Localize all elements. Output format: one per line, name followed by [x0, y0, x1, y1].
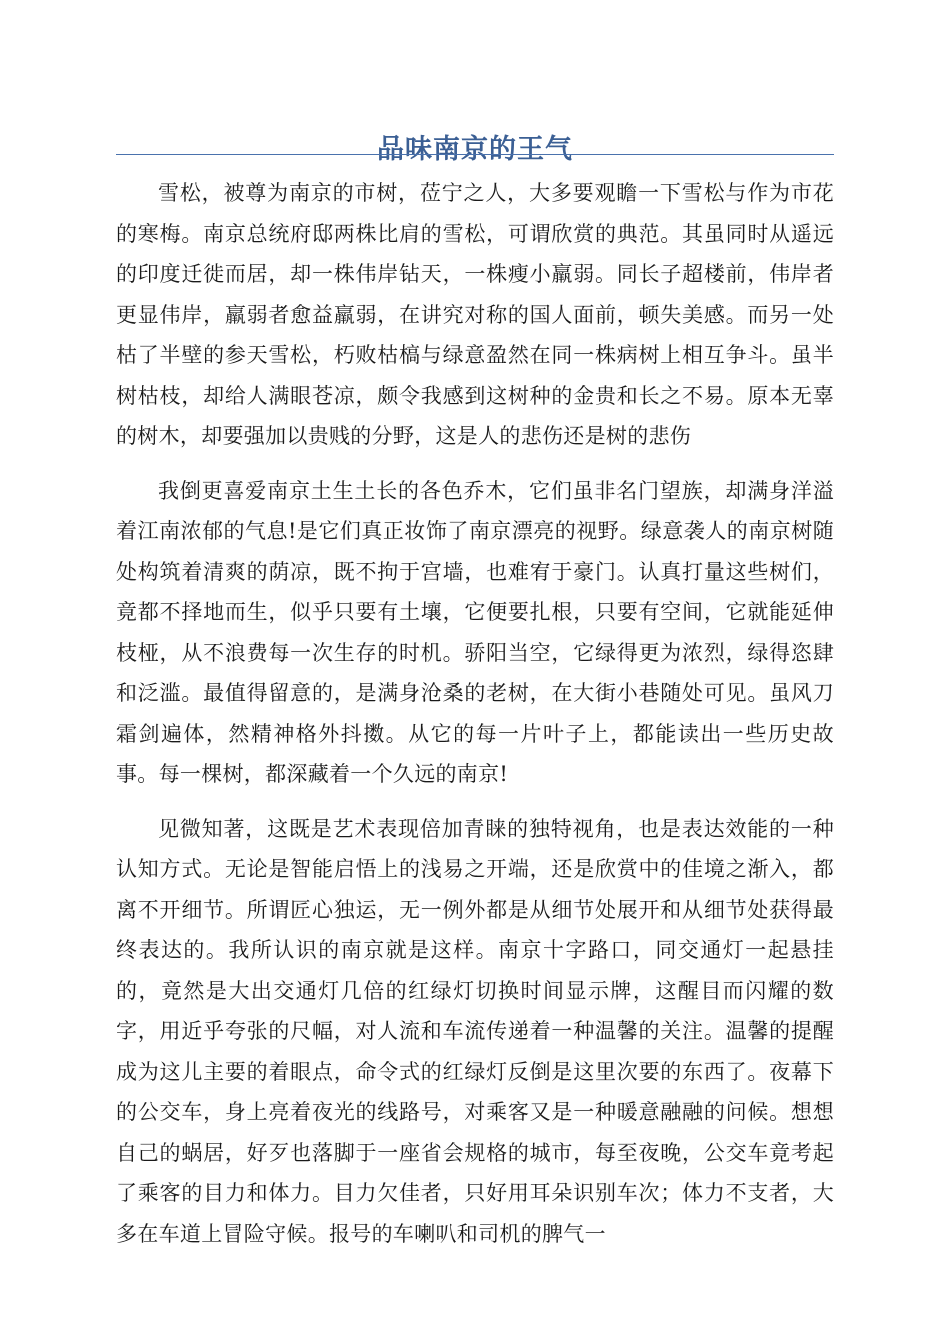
title-underline: [116, 154, 834, 155]
paragraph: 见微知著，这既是艺术表现倍加青睐的独特视角，也是表达效能的一种认知方式。无论是智能启悟上的浅易之开端，还是欣赏中的佳境之渐入，都离不开细节。所谓匠心独运，无一例外都是从细节处展开和从细节处获得最终表达的。我所认识的南京就是这样。南京十字路口，同交通灯一起悬挂的，竟然是大出交通灯几倍的红绿灯切换时间显示牌，这醒目而闪耀的数字，用近乎夸张的尺幅，对人流和车流传递着一种温馨的关注。温馨的提醒成为这儿主要的着眼点，命令式的红绿灯反倒是这里次要的东西了。夜幕下的公交车，身上亮着夜光的线路号，对乘客又是一种暖意融融的问候。想想自己的蜗居，好歹也落脚于一座省会规格的城市，每至夜晚，公交车竟考起了乘客的目力和体力。目力欠佳者，只好用耳朵识别车次；体力不支者，大多在车道上冒险守候。报号的车喇叭和司机的脾气一: [116, 816, 834, 1246]
paragraph: 我倒更喜爱南京土生土长的各色乔木，它们虽非名门望族，却满身洋溢着江南浓郁的气息!是它们真正妆饰了南京漂亮的视野。绿意袭人的南京树随处构筑着清爽的荫凉，既不拘于宫墙，也难宥于豪门。认真打量这些树们，竟都不择地而生，似乎只要有土壤，它便要扎根，只要有空间，它就能延伸枝桠，从不浪费每一次生存的时机。骄阳当空，它绿得更为浓烈，绿得恣肆和泛滥。最值得留意的，是满身沧桑的老树，在大街小巷随处可见。虽风刀霜剑遍体，然精神格外抖擞。从它的每一片叶子上，都能读出一些历史故事。每一棵树，都深藏着一个久远的南京!: [116, 478, 834, 786]
document-body: [116, 173, 834, 1268]
paragraph: 雪松，被尊为南京的市树，莅宁之人，大多要观瞻一下雪松与作为市花的寒梅。南京总统府邸两株比肩的雪松，可谓欣赏的典范。其虽同时从遥远的印度迁徙而居，却一株伟岸钻天，一株瘦小羸弱。同长子超楼前，伟岸者更显伟岸，羸弱者愈益羸弱，在讲究对称的国人面前，顿失美感。而另一处枯了半壁的参天雪松，朽败枯槁与绿意盈然在同一株病树上相互争斗。虽半树枯枝，却给人满眼苍凉，颇令我感到这树种的金贵和长之不易。原本无辜的树木，却要强加以贵贱的分野，这是人的悲伤还是树的悲伤: [116, 181, 834, 448]
document-title: 品味南京的王气: [377, 134, 573, 166]
